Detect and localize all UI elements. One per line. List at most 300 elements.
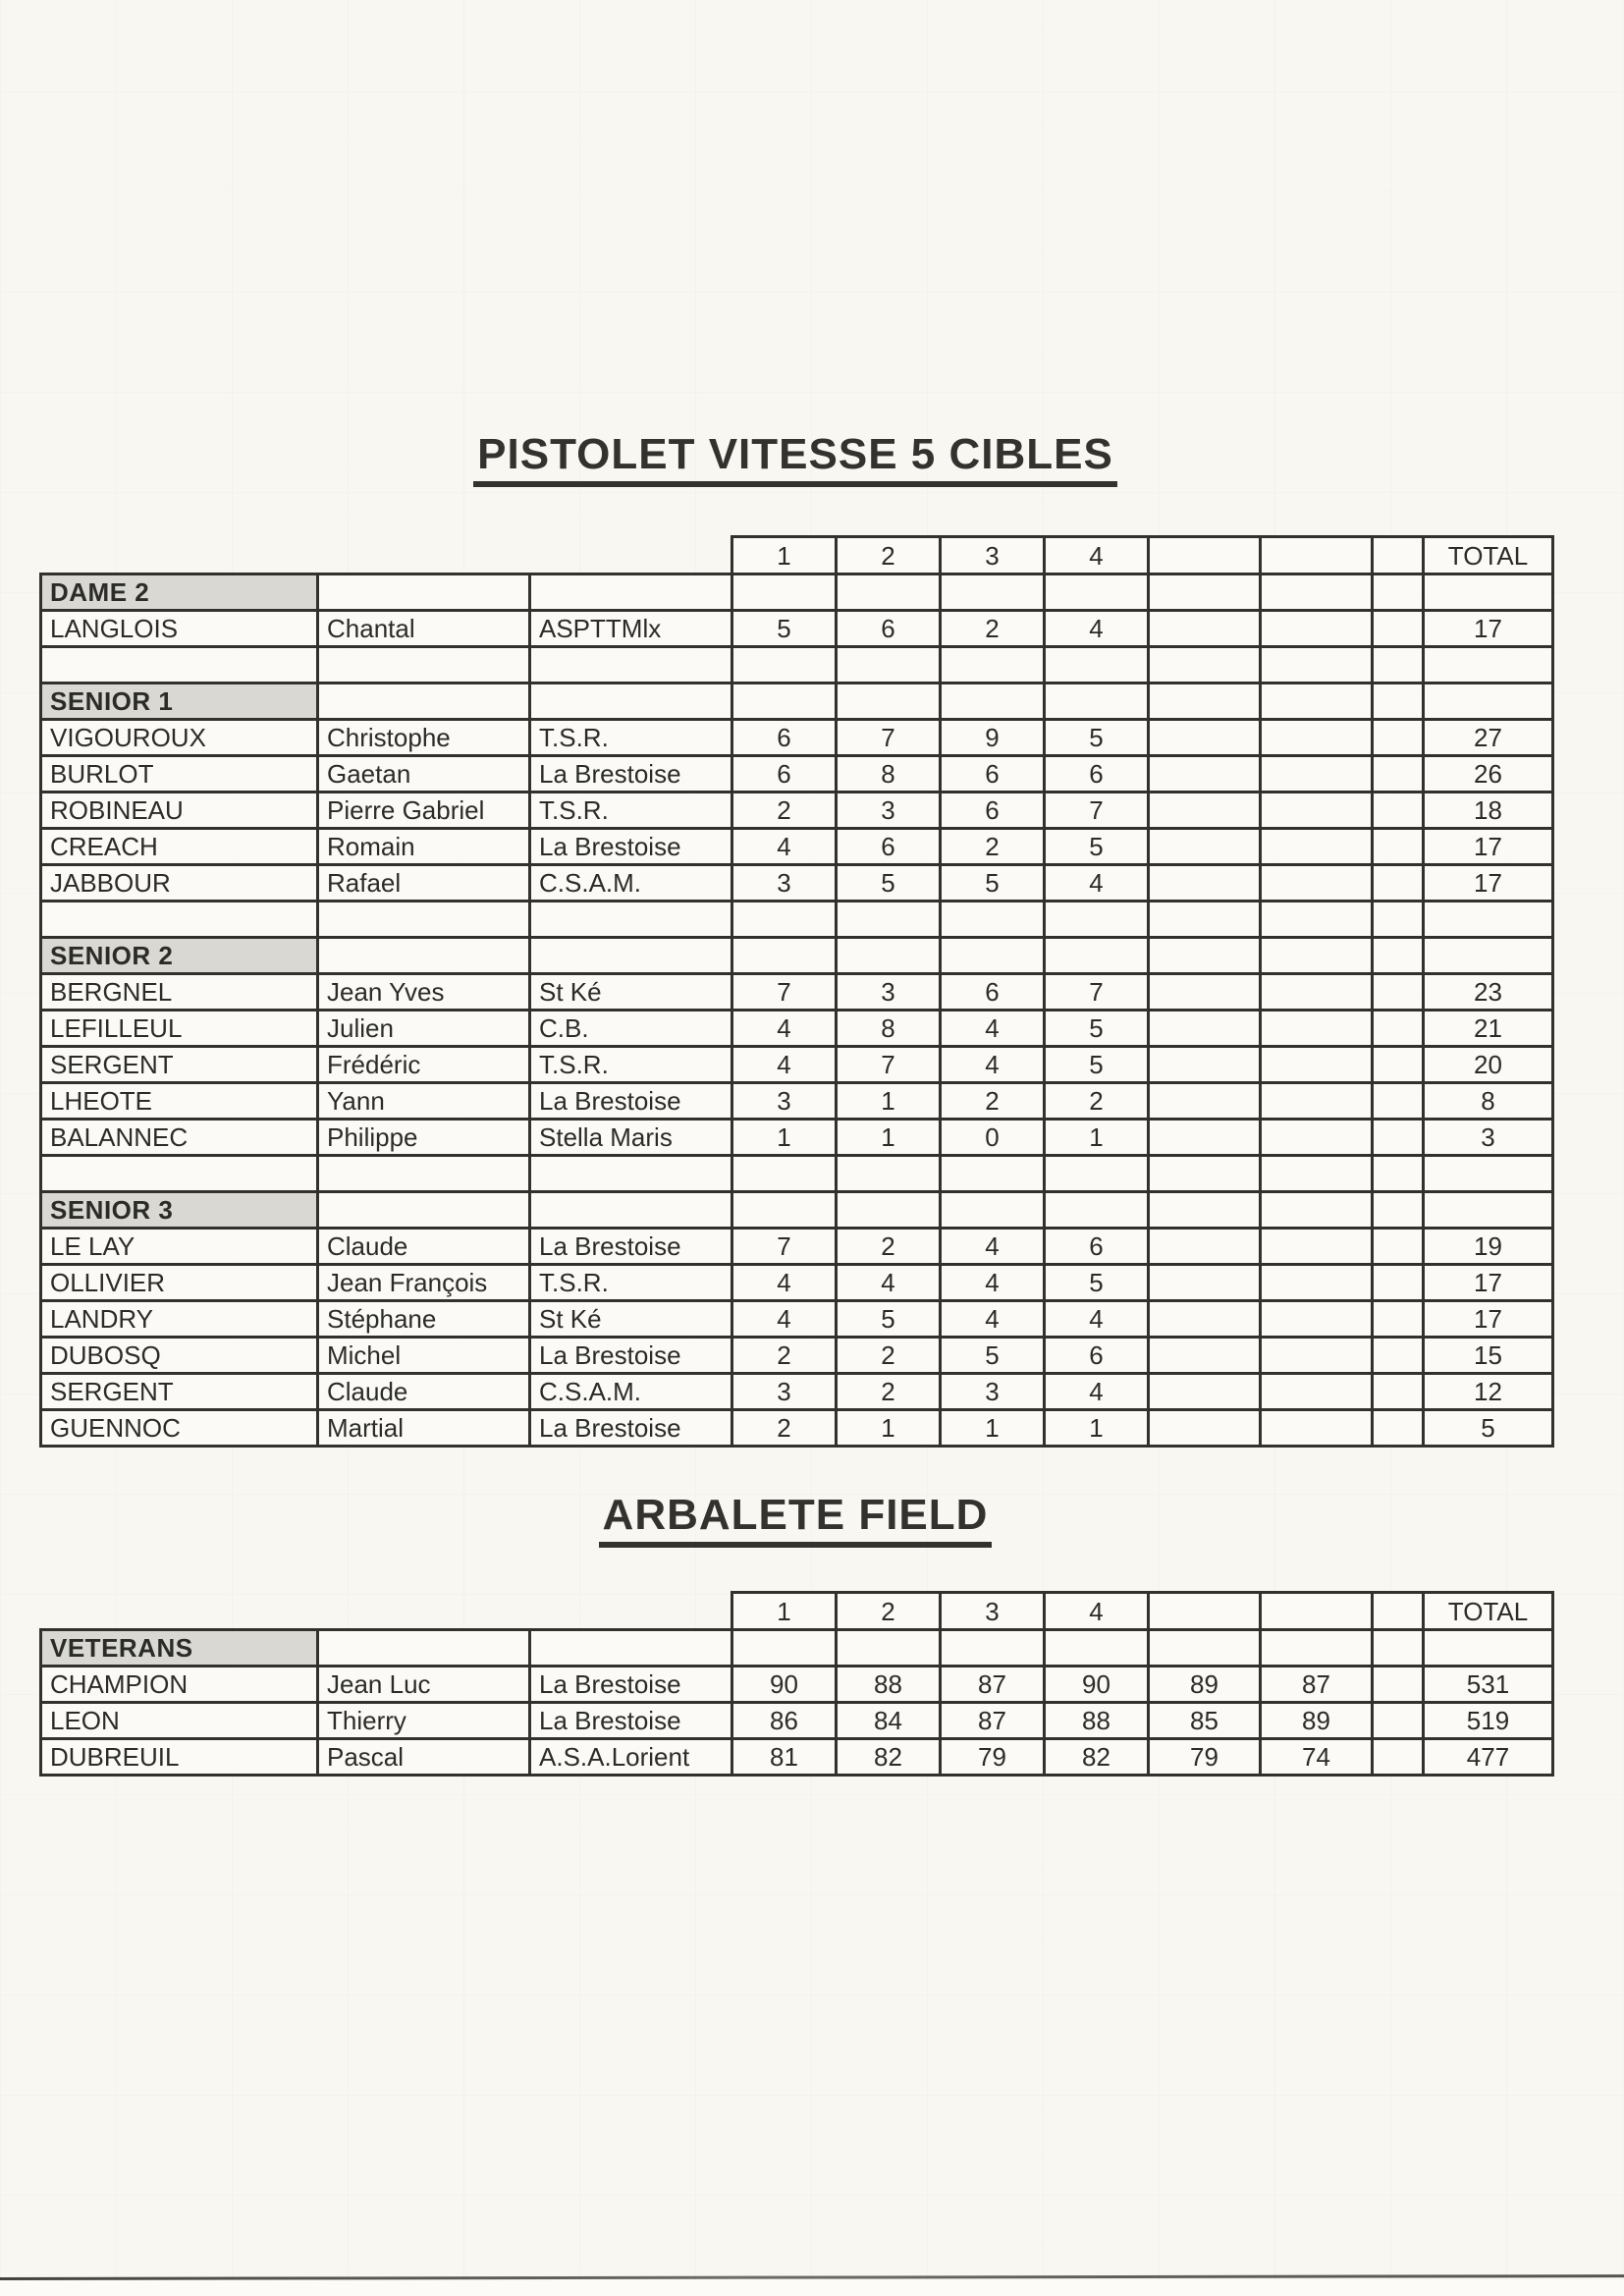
score-cell <box>1261 1120 1373 1156</box>
empty-cell <box>941 1156 1045 1192</box>
player-name-cell: LHEOTE <box>41 1083 318 1120</box>
score-cell: 5 <box>837 865 941 902</box>
empty-cell <box>41 647 318 683</box>
score-cell: 4 <box>732 1265 837 1301</box>
score-cell <box>1261 1229 1373 1265</box>
score-cell: 7 <box>732 974 837 1011</box>
score-cell: 3 <box>837 793 941 829</box>
score-cell: 8 <box>837 1011 941 1047</box>
empty-cell <box>1424 938 1553 974</box>
score-cell: 9 <box>941 720 1045 756</box>
score-cell: 79 <box>941 1739 1045 1776</box>
header-score-cell <box>1149 1593 1261 1630</box>
empty-cell <box>1149 1156 1261 1192</box>
score-cell <box>1149 1229 1261 1265</box>
player-name-cell: BURLOT <box>41 756 318 793</box>
player-firstname-cell: Jean François <box>318 1265 530 1301</box>
player-name-cell: BERGNEL <box>41 974 318 1011</box>
player-name-cell: OLLIVIER <box>41 1265 318 1301</box>
score-cell: 4 <box>941 1229 1045 1265</box>
header-gap-cell <box>1373 537 1424 574</box>
score-cell <box>1149 1047 1261 1083</box>
section-spacer-row <box>41 902 1553 938</box>
player-club-cell: ASPTTMlx <box>530 611 732 647</box>
player-club-cell: La Brestoise <box>530 829 732 865</box>
empty-cell <box>318 574 530 611</box>
player-name-cell: DUBOSQ <box>41 1338 318 1374</box>
gap-cell <box>1373 1229 1424 1265</box>
score-cell: 5 <box>1045 1011 1149 1047</box>
header-score-cell: 1 <box>732 1593 837 1630</box>
score-cell: 6 <box>732 720 837 756</box>
empty-cell <box>1045 647 1149 683</box>
header-spacer-cell <box>41 537 318 574</box>
empty-cell <box>1373 1630 1424 1667</box>
player-row <box>41 1047 1553 1083</box>
header-score-cell: 3 <box>941 537 1045 574</box>
score-cell <box>1261 1083 1373 1120</box>
score-cell: 7 <box>732 1229 837 1265</box>
gap-cell <box>1373 865 1424 902</box>
score-cell: 2 <box>941 611 1045 647</box>
player-name-cell: CREACH <box>41 829 318 865</box>
empty-cell <box>837 683 941 720</box>
score-cell: 90 <box>732 1667 837 1703</box>
gap-cell <box>1373 1011 1424 1047</box>
section-label-cell: SENIOR 3 <box>41 1192 318 1229</box>
score-cell: 4 <box>732 1011 837 1047</box>
score-cell: 5 <box>837 1301 941 1338</box>
empty-cell <box>530 647 732 683</box>
score-cell: 3 <box>732 1083 837 1120</box>
score-cell <box>1149 720 1261 756</box>
gap-cell <box>1373 1301 1424 1338</box>
player-firstname-cell: Jean Luc <box>318 1667 530 1703</box>
section-header-row <box>41 574 1553 611</box>
score-cell <box>1149 1374 1261 1410</box>
score-cell: 2 <box>732 1338 837 1374</box>
score-cell: 3 <box>941 1374 1045 1410</box>
score-cell: 4 <box>941 1301 1045 1338</box>
empty-cell <box>1149 1630 1261 1667</box>
empty-cell <box>41 902 318 938</box>
total-cell: 17 <box>1424 1265 1553 1301</box>
empty-cell <box>1424 1192 1553 1229</box>
score-cell <box>1149 756 1261 793</box>
score-cell <box>1261 829 1373 865</box>
score-cell: 90 <box>1045 1667 1149 1703</box>
score-cell <box>1261 720 1373 756</box>
player-club-cell: La Brestoise <box>530 1703 732 1739</box>
empty-cell <box>318 938 530 974</box>
empty-cell <box>1424 902 1553 938</box>
empty-cell <box>318 647 530 683</box>
score-cell: 7 <box>1045 974 1149 1011</box>
player-name-cell: LEFILLEUL <box>41 1011 318 1047</box>
score-cell: 88 <box>837 1667 941 1703</box>
empty-cell <box>732 647 837 683</box>
player-row <box>41 1410 1553 1447</box>
player-club-cell: T.S.R. <box>530 720 732 756</box>
empty-cell <box>1261 683 1373 720</box>
empty-cell <box>941 1192 1045 1229</box>
pistolet-title: PISTOLET VITESSE 5 CIBLES <box>473 432 1117 487</box>
score-cell: 6 <box>941 756 1045 793</box>
section-header-row <box>41 1630 1553 1667</box>
player-club-cell: T.S.R. <box>530 1047 732 1083</box>
empty-cell <box>1261 574 1373 611</box>
player-row <box>41 1667 1553 1703</box>
gap-cell <box>1373 1338 1424 1374</box>
player-row <box>41 720 1553 756</box>
header-total-cell: TOTAL <box>1424 537 1553 574</box>
empty-cell <box>1045 683 1149 720</box>
score-cell <box>1261 756 1373 793</box>
score-cell: 2 <box>941 1083 1045 1120</box>
score-cell: 7 <box>837 720 941 756</box>
total-cell: 17 <box>1424 865 1553 902</box>
player-club-cell: T.S.R. <box>530 793 732 829</box>
player-club-cell: La Brestoise <box>530 756 732 793</box>
empty-cell <box>941 647 1045 683</box>
empty-cell <box>1045 1192 1149 1229</box>
score-cell <box>1261 1301 1373 1338</box>
gap-cell <box>1373 756 1424 793</box>
player-row <box>41 611 1553 647</box>
score-cell: 4 <box>732 829 837 865</box>
total-cell: 21 <box>1424 1011 1553 1047</box>
player-row <box>41 974 1553 1011</box>
empty-cell <box>530 902 732 938</box>
total-cell: 5 <box>1424 1410 1553 1447</box>
score-cell <box>1149 793 1261 829</box>
empty-cell <box>1373 647 1424 683</box>
score-cell <box>1261 1338 1373 1374</box>
empty-cell <box>837 1156 941 1192</box>
empty-cell <box>1149 574 1261 611</box>
player-firstname-cell: Gaetan <box>318 756 530 793</box>
player-club-cell: La Brestoise <box>530 1229 732 1265</box>
empty-cell <box>1373 683 1424 720</box>
player-firstname-cell: Philippe <box>318 1120 530 1156</box>
empty-cell <box>732 574 837 611</box>
gap-cell <box>1373 1410 1424 1447</box>
player-club-cell: C.B. <box>530 1011 732 1047</box>
empty-cell <box>318 1156 530 1192</box>
empty-cell <box>837 938 941 974</box>
gap-cell <box>1373 1667 1424 1703</box>
player-firstname-cell: Thierry <box>318 1703 530 1739</box>
empty-cell <box>1424 574 1553 611</box>
empty-cell <box>530 1630 732 1667</box>
empty-cell <box>941 683 1045 720</box>
player-firstname-cell: Michel <box>318 1338 530 1374</box>
player-name-cell: DUBREUIL <box>41 1739 318 1776</box>
player-row <box>41 1703 1553 1739</box>
player-row <box>41 756 1553 793</box>
score-cell: 7 <box>837 1047 941 1083</box>
player-club-cell: C.S.A.M. <box>530 865 732 902</box>
player-row <box>41 829 1553 865</box>
score-cell: 79 <box>1149 1739 1261 1776</box>
player-firstname-cell: Christophe <box>318 720 530 756</box>
empty-cell <box>1261 1192 1373 1229</box>
player-club-cell: La Brestoise <box>530 1410 732 1447</box>
gap-cell <box>1373 1739 1424 1776</box>
gap-cell <box>1373 974 1424 1011</box>
score-cell: 6 <box>1045 1338 1149 1374</box>
player-row <box>41 865 1553 902</box>
gap-cell <box>1373 1374 1424 1410</box>
score-cell: 85 <box>1149 1703 1261 1739</box>
player-name-cell: ROBINEAU <box>41 793 318 829</box>
header-score-cell: 2 <box>837 1593 941 1630</box>
player-name-cell: GUENNOC <box>41 1410 318 1447</box>
score-cell <box>1261 865 1373 902</box>
section-label-cell: SENIOR 1 <box>41 683 318 720</box>
player-firstname-cell: Pierre Gabriel <box>318 793 530 829</box>
pistolet-results-table <box>39 535 1554 1448</box>
score-header-row <box>41 537 1553 574</box>
empty-cell <box>1373 1192 1424 1229</box>
total-cell: 18 <box>1424 793 1553 829</box>
player-club-cell: A.S.A.Lorient <box>530 1739 732 1776</box>
total-cell: 519 <box>1424 1703 1553 1739</box>
player-club-cell: C.S.A.M. <box>530 1374 732 1410</box>
player-firstname-cell: Claude <box>318 1229 530 1265</box>
score-cell <box>1261 611 1373 647</box>
empty-cell <box>41 1156 318 1192</box>
score-header-row <box>41 1593 1553 1630</box>
player-row <box>41 793 1553 829</box>
header-score-cell: 1 <box>732 537 837 574</box>
score-cell: 84 <box>837 1703 941 1739</box>
empty-cell <box>837 574 941 611</box>
score-cell: 2 <box>837 1374 941 1410</box>
player-firstname-cell: Pascal <box>318 1739 530 1776</box>
score-cell: 89 <box>1261 1703 1373 1739</box>
total-cell: 26 <box>1424 756 1553 793</box>
score-cell: 4 <box>1045 611 1149 647</box>
total-cell: 17 <box>1424 1301 1553 1338</box>
arbalete-title-row <box>0 1493 1591 1548</box>
empty-cell <box>318 1630 530 1667</box>
empty-cell <box>1424 647 1553 683</box>
player-club-cell: La Brestoise <box>530 1667 732 1703</box>
header-spacer-cell <box>318 537 530 574</box>
empty-cell <box>1373 1156 1424 1192</box>
score-cell: 86 <box>732 1703 837 1739</box>
score-cell <box>1149 1265 1261 1301</box>
score-cell <box>1149 1011 1261 1047</box>
empty-cell <box>732 1192 837 1229</box>
empty-cell <box>530 1192 732 1229</box>
player-name-cell: LE LAY <box>41 1229 318 1265</box>
empty-cell <box>941 902 1045 938</box>
score-cell: 4 <box>941 1011 1045 1047</box>
score-cell: 4 <box>732 1047 837 1083</box>
score-cell <box>1149 829 1261 865</box>
section-header-row <box>41 938 1553 974</box>
player-name-cell: SERGENT <box>41 1374 318 1410</box>
player-club-cell: St Ké <box>530 974 732 1011</box>
empty-cell <box>732 1630 837 1667</box>
player-row <box>41 1301 1553 1338</box>
empty-cell <box>837 902 941 938</box>
score-cell: 7 <box>1045 793 1149 829</box>
header-score-cell: 3 <box>941 1593 1045 1630</box>
score-cell: 4 <box>1045 1374 1149 1410</box>
empty-cell <box>530 938 732 974</box>
player-name-cell: CHAMPION <box>41 1667 318 1703</box>
empty-cell <box>1373 574 1424 611</box>
gap-cell <box>1373 1120 1424 1156</box>
total-cell: 531 <box>1424 1667 1553 1703</box>
score-cell: 89 <box>1149 1667 1261 1703</box>
score-cell <box>1149 1338 1261 1374</box>
player-club-cell: St Ké <box>530 1301 732 1338</box>
score-cell: 1 <box>837 1083 941 1120</box>
player-name-cell: LANGLOIS <box>41 611 318 647</box>
player-firstname-cell: Martial <box>318 1410 530 1447</box>
score-cell: 5 <box>1045 829 1149 865</box>
header-score-cell <box>1149 537 1261 574</box>
header-score-cell: 4 <box>1045 1593 1149 1630</box>
player-club-cell: La Brestoise <box>530 1083 732 1120</box>
score-cell <box>1149 1120 1261 1156</box>
empty-cell <box>941 574 1045 611</box>
total-cell: 15 <box>1424 1338 1553 1374</box>
empty-cell <box>530 683 732 720</box>
player-firstname-cell: Chantal <box>318 611 530 647</box>
empty-cell <box>1149 1192 1261 1229</box>
score-cell: 81 <box>732 1739 837 1776</box>
score-cell: 2 <box>1045 1083 1149 1120</box>
total-cell: 17 <box>1424 829 1553 865</box>
total-cell: 12 <box>1424 1374 1553 1410</box>
score-cell <box>1149 1410 1261 1447</box>
empty-cell <box>732 683 837 720</box>
score-cell: 4 <box>941 1265 1045 1301</box>
score-cell <box>1149 1301 1261 1338</box>
score-cell <box>1261 1374 1373 1410</box>
section-header-row <box>41 1192 1553 1229</box>
total-cell: 23 <box>1424 974 1553 1011</box>
score-cell <box>1261 1410 1373 1447</box>
total-cell: 20 <box>1424 1047 1553 1083</box>
header-total-cell: TOTAL <box>1424 1593 1553 1630</box>
score-cell: 1 <box>941 1410 1045 1447</box>
empty-cell <box>1424 683 1553 720</box>
pistolet-title-row <box>0 432 1591 487</box>
empty-cell <box>530 1156 732 1192</box>
header-score-cell: 2 <box>837 537 941 574</box>
player-name-cell: VIGOUROUX <box>41 720 318 756</box>
score-cell: 87 <box>941 1667 1045 1703</box>
score-cell: 2 <box>732 1410 837 1447</box>
arbalete-title: ARBALETE FIELD <box>599 1493 993 1548</box>
score-cell: 2 <box>837 1229 941 1265</box>
score-cell <box>1261 793 1373 829</box>
gap-cell <box>1373 720 1424 756</box>
empty-cell <box>318 902 530 938</box>
score-cell: 82 <box>1045 1739 1149 1776</box>
score-cell: 5 <box>732 611 837 647</box>
score-cell: 2 <box>837 1338 941 1374</box>
score-cell: 6 <box>941 974 1045 1011</box>
score-cell <box>1261 1047 1373 1083</box>
section-header-row <box>41 683 1553 720</box>
score-cell: 3 <box>732 1374 837 1410</box>
empty-cell <box>941 1630 1045 1667</box>
player-row <box>41 1374 1553 1410</box>
score-cell: 6 <box>732 756 837 793</box>
gap-cell <box>1373 829 1424 865</box>
arbalete-results-table <box>39 1591 1554 1777</box>
player-name-cell: BALANNEC <box>41 1120 318 1156</box>
score-cell: 6 <box>941 793 1045 829</box>
empty-cell <box>1261 938 1373 974</box>
empty-cell <box>732 902 837 938</box>
score-cell: 3 <box>837 974 941 1011</box>
header-score-cell <box>1261 1593 1373 1630</box>
score-cell: 4 <box>732 1301 837 1338</box>
score-cell: 0 <box>941 1120 1045 1156</box>
section-label-cell: SENIOR 2 <box>41 938 318 974</box>
score-cell: 4 <box>1045 1301 1149 1338</box>
score-cell: 8 <box>837 756 941 793</box>
score-cell: 5 <box>1045 720 1149 756</box>
score-cell: 4 <box>941 1047 1045 1083</box>
player-firstname-cell: Romain <box>318 829 530 865</box>
empty-cell <box>1261 1156 1373 1192</box>
score-cell: 3 <box>732 865 837 902</box>
player-firstname-cell: Stéphane <box>318 1301 530 1338</box>
empty-cell <box>1045 1156 1149 1192</box>
empty-cell <box>1149 902 1261 938</box>
player-row <box>41 1083 1553 1120</box>
empty-cell <box>1149 683 1261 720</box>
section-spacer-row <box>41 1156 1553 1192</box>
total-cell: 8 <box>1424 1083 1553 1120</box>
player-name-cell: SERGENT <box>41 1047 318 1083</box>
header-spacer-cell <box>530 537 732 574</box>
header-score-cell: 4 <box>1045 537 1149 574</box>
score-cell: 6 <box>1045 1229 1149 1265</box>
empty-cell <box>318 683 530 720</box>
total-cell: 17 <box>1424 611 1553 647</box>
score-cell: 1 <box>837 1120 941 1156</box>
score-cell: 6 <box>837 829 941 865</box>
score-cell: 1 <box>837 1410 941 1447</box>
empty-cell <box>1045 1630 1149 1667</box>
total-cell: 27 <box>1424 720 1553 756</box>
score-cell <box>1149 611 1261 647</box>
header-spacer-cell <box>530 1593 732 1630</box>
empty-cell <box>837 1192 941 1229</box>
total-cell: 3 <box>1424 1120 1553 1156</box>
score-cell: 5 <box>1045 1047 1149 1083</box>
score-cell: 87 <box>1261 1667 1373 1703</box>
empty-cell <box>1373 902 1424 938</box>
player-firstname-cell: Claude <box>318 1374 530 1410</box>
gap-cell <box>1373 793 1424 829</box>
total-cell: 477 <box>1424 1739 1553 1776</box>
score-cell: 4 <box>837 1265 941 1301</box>
header-spacer-cell <box>318 1593 530 1630</box>
player-club-cell: La Brestoise <box>530 1338 732 1374</box>
section-label-cell: VETERANS <box>41 1630 318 1667</box>
